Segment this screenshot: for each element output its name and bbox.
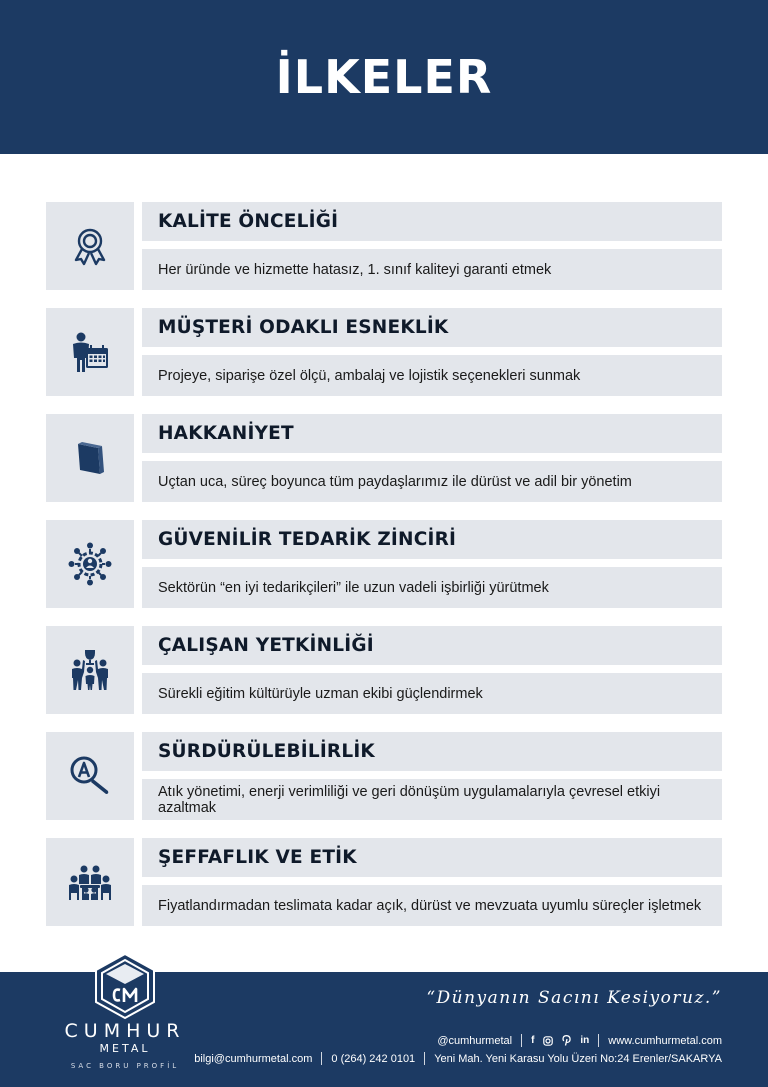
principle-sustainability [46, 732, 722, 820]
social-handle[interactable]: @cumhurmetal [437, 1034, 513, 1047]
principle-description-box [142, 567, 722, 608]
principle-quality [46, 202, 722, 290]
pinterest-icon[interactable] [562, 1035, 571, 1046]
businessman-calendar-icon [68, 330, 112, 374]
page-footer [0, 972, 768, 1087]
principle-title-box [142, 414, 722, 453]
principle-description-box [142, 673, 722, 714]
network-gear-icon [68, 542, 112, 586]
principle-customer-flexibility [46, 308, 722, 396]
principle-description-box [142, 355, 722, 396]
principle-title: HAKKANİYET [158, 423, 294, 444]
principle-title: KALİTE ÖNCELİĞİ [158, 211, 339, 232]
principle-description-box [142, 249, 722, 290]
principle-icon-box [46, 308, 134, 396]
principle-title-box [142, 626, 722, 665]
principle-description: Her üründe ve hizmette hatasız, 1. sınıf kaliteyi garanti etmek [158, 261, 552, 278]
principle-icon-box [46, 626, 134, 714]
principle-fairness [46, 414, 722, 502]
website-link[interactable]: www.cumhurmetal.com [608, 1034, 722, 1047]
book-icon [68, 436, 112, 480]
principle-description: Sektörün “en iyi tedarikçileri” ile uzun vadeli işbirliği yürütmek [158, 579, 549, 596]
magnifier-letter-icon [68, 754, 112, 798]
principle-description: Atık yönetimi, enerji verimliliği ve geri dönüşüm uygulamalarıyla çevresel etkiyi azaltmak [158, 783, 661, 816]
logo-tagline: SAC BORU PROFİL [70, 1062, 180, 1070]
company-logo [50, 972, 200, 1087]
principle-description: Projeye, siparişe özel ölçü, ambalaj ve lojistik seçenekleri sunmak [158, 367, 581, 384]
principle-title: MÜŞTERİ ODAKLI ESNEKLİK [158, 317, 449, 338]
divider [424, 1052, 425, 1065]
principle-description-box [142, 461, 722, 502]
divider [598, 1034, 599, 1047]
principle-icon-box [46, 202, 134, 290]
logo-name: CUMHUR [64, 1020, 186, 1042]
principle-icon-box [46, 838, 134, 926]
principle-description: Uçtan uca, süreç boyunca tüm paydaşlarımız ile dürüst ve adil bir yönetim [158, 473, 632, 490]
principle-title-box [142, 520, 722, 559]
phone-number[interactable]: 0 (264) 242 0101 [331, 1052, 416, 1065]
logo-cube-icon [94, 952, 156, 1020]
team-trophy-icon [68, 648, 112, 692]
company-slogan: “Dünyanın Sacını Kesiyoruz.” [426, 988, 722, 1008]
address-text: Yeni Mah. Yeni Karasu Yolu Üzeri No:24 Erenler/SAKARYA [434, 1052, 722, 1065]
divider [321, 1052, 322, 1065]
page-header [0, 0, 768, 154]
principle-description-box [142, 779, 722, 820]
social-icons [531, 1035, 589, 1046]
logo-subname: METAL [99, 1042, 151, 1055]
principle-title: GÜVENİLİR TEDARİK ZİNCİRİ [158, 529, 457, 550]
principle-title: SÜRDÜRÜLEBİLİRLİK [158, 741, 375, 762]
principle-icon-box [46, 732, 134, 820]
principle-title: ÇALIŞAN YETKİNLİĞİ [158, 635, 374, 656]
email-link[interactable]: bilgi@cumhurmetal.com [194, 1052, 313, 1065]
principle-description: Fiyatlandırmadan teslimata kadar açık, dürüst ve mevzuata uyumlu süreçler işletmek [158, 897, 702, 914]
principle-title-box [142, 202, 722, 241]
linkedin-icon[interactable]: in [580, 1035, 590, 1046]
principle-title: ŞEFFAFLIK VE ETİK [158, 847, 357, 868]
principle-icon-box [46, 414, 134, 502]
principle-employee-competence [46, 626, 722, 714]
principle-icon-box [46, 520, 134, 608]
principle-description-box [142, 885, 722, 926]
meeting-people-icon [68, 860, 112, 904]
principle-description: Sürekli eğitim kültürüyle uzman ekibi güçlendirmek [158, 685, 483, 702]
principle-title-box [142, 838, 722, 877]
facebook-icon[interactable]: f [531, 1035, 535, 1046]
principle-title-box [142, 308, 722, 347]
social-row [437, 1034, 722, 1047]
principle-transparency-ethics [46, 838, 722, 926]
instagram-icon[interactable] [543, 1036, 553, 1046]
contact-row [194, 1052, 722, 1065]
principle-supply-chain [46, 520, 722, 608]
divider [521, 1034, 522, 1047]
award-ribbon-icon [68, 224, 112, 268]
page-title: İLKELER [275, 50, 493, 104]
principle-title-box [142, 732, 722, 771]
